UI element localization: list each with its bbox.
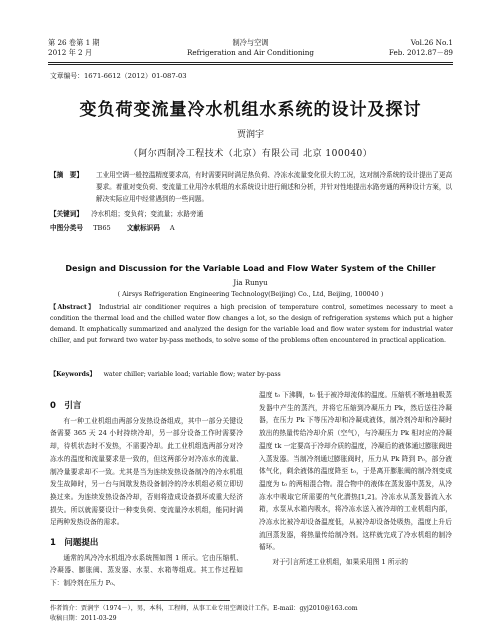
journal-issue: 第 26 卷第 1 期 2012 年 2 月 xyxy=(48,38,100,57)
footnote xyxy=(50,604,358,624)
abstract xyxy=(50,170,453,206)
author-bio: 作者简介：贾润宇（1974－），男，本科，工程师，从事工业专用空调设计工作。E-mail：gyj2010@163.com xyxy=(50,605,358,612)
english-affiliation: ( Airsys Refrigeration Engineering Technology(Beijing) Co., Ltd, Beijing, 100040 ) xyxy=(117,290,384,298)
section-heading-problem: 1 问题提出 xyxy=(50,538,99,549)
right-column xyxy=(259,389,452,569)
abstract-label: 【摘 要】 xyxy=(50,171,83,179)
footnote-rule xyxy=(50,600,230,601)
english-title: Design and Discussion for the Variable Load and Flow Water System of the Chiller xyxy=(65,264,436,273)
continuation-paragraph: 对于引言所述工业机组，如果采用图 1 所示的 xyxy=(272,558,408,567)
paper-title: 变负荷变流量冷水机组水系统的设计及探讨 xyxy=(79,100,422,120)
left-column xyxy=(50,400,243,590)
doc-code-value: A xyxy=(169,224,175,232)
keywords-text: 冷水机组；变负荷；变流量；水路旁通 xyxy=(91,210,204,218)
cycle-paragraph: 温度 t₀ 下沸腾，t₀ 低于被冷却流体的温度。压缩机不断地抽吸蒸发器中产生的蒸汽，并将它压缩到冷凝压力 Pk，然后送往冷凝器，在压力 Pk 下等压冷却和冷凝成液体，制冷剂冷却和冷凝时放出的热量传给冷却介质（空气），与冷凝压力 Pk 相对应的冷凝温度 tk 一定要高于冷却介质的温度，冷凝后的液体通过膨胀阀进入蒸发器。当制冷剂通过膨胀阀时，压力从 Pk 降到 P₀，部分液体气化，剩余液体的温度降至 t₀，于是离开膨胀阀的制冷剂变成温度为 t₀ 的两相混合物。混合物中的液体在蒸发器中蒸发，从冷冻水中吸取它所需要的气化潜热[1,2]。冷冻水从蒸发器流入水箱，水泵从水箱内吸水，将冷冻水送入被冷却的工业机组内部，冷冻水比被冷却设备温度低，从被冷却设备处吸热，温度上升后流回蒸发器，将热量传给制冷剂。这样就完成了冷水机组的制冷循环。 xyxy=(259,391,452,552)
class-label: 中图分类号 xyxy=(50,224,83,232)
problem-paragraph: 通常的风冷冷水机组冷水系统图如图 1 所示。它由压缩机、冷凝器、膨胀阀、蒸发器、水泵、水箱等组成。其工作过程如下：制冷剂在压力 P₀、 xyxy=(50,553,243,588)
journal-name: 制冷与空调 Refrigeration and Air Conditioning xyxy=(186,38,315,57)
classification xyxy=(50,223,453,235)
affiliation: （阿尔西制冷工程技术（北京）有限公司 北京 100040） xyxy=(128,149,373,159)
volume-pages: Vol.26 No.1 Feb. 2012.87－89 xyxy=(388,38,453,57)
section-heading-intro: 0 引言 xyxy=(50,401,82,411)
english-abstract-text: Industrial air conditioner requires a high precision of temperature control, sometimes necessary to meet a condition the thermal load and the chilled water flow changes a lot, so the design of refrigeration systems which put a higher demand. It emphatically summarized and analyzed the design for the variable load and flow water system for industrial water chiller, and put forward two water by-pass methods, to solve some of the problems often encountered in practical application. xyxy=(50,304,453,344)
header-rule-2 xyxy=(48,64,453,65)
english-keywords xyxy=(50,369,453,378)
english-keywords-label: 【Keywords】 xyxy=(50,371,96,378)
article-number: 文章编号：1671-6612（2012）01-087-03 xyxy=(50,72,187,80)
english-abstract xyxy=(50,303,453,347)
english-keywords-text: water chiller; variable load; variable flow; water by-pass xyxy=(103,371,281,378)
intro-paragraph: 有一种工业机组由两部分发热设备组成，其中一部分关键设备需要 365 天 24 小时持续冷却，另一部分设备工作时需要冷却，待机状态时不发热，不需要冷却。此工业机组选两部分对冷冻水的温度和流量要求是一致的，但这两部分对冷冻水的流量、制冷量要求却不一致。尤其是当为连续发热设备制冷的冷水机组发生故障时，另一台与间歇发热设备制冷的冷水机组必须立即切换过来。为连续发热设备冷却，否则将造成设备损坏或重大经济损失。所以就需要设计一种变负荷、变流量冷水机组，能同时满足两种发热设备的需求。 xyxy=(50,416,243,527)
header-rule xyxy=(48,62,453,63)
doc-code-label: 文献标识码 xyxy=(126,224,160,232)
english-author: Jia Runyu xyxy=(233,279,268,287)
keywords-label: 【关键词】 xyxy=(50,210,83,218)
abstract-text: 工业用空调一般控温精度要求高，有时需要同时满足热负荷、冷冻水流量变化很大的工况，这对制冷系统的设计提出了更高要求。着重对变负荷、变流量工业用冷水机组的水系统设计进行阐述和分析，并针对性地提出水路旁通的两种设计方案，以解决实际应用中经常遇到的一些问题。 xyxy=(96,171,453,203)
author: 贾润宇 xyxy=(236,130,264,140)
class-value: TB65 xyxy=(93,224,111,232)
english-abstract-label: 【Abstract】 xyxy=(50,304,96,311)
keywords xyxy=(50,209,453,221)
received-date: 收稿日期：2011-03-29 xyxy=(50,615,117,622)
